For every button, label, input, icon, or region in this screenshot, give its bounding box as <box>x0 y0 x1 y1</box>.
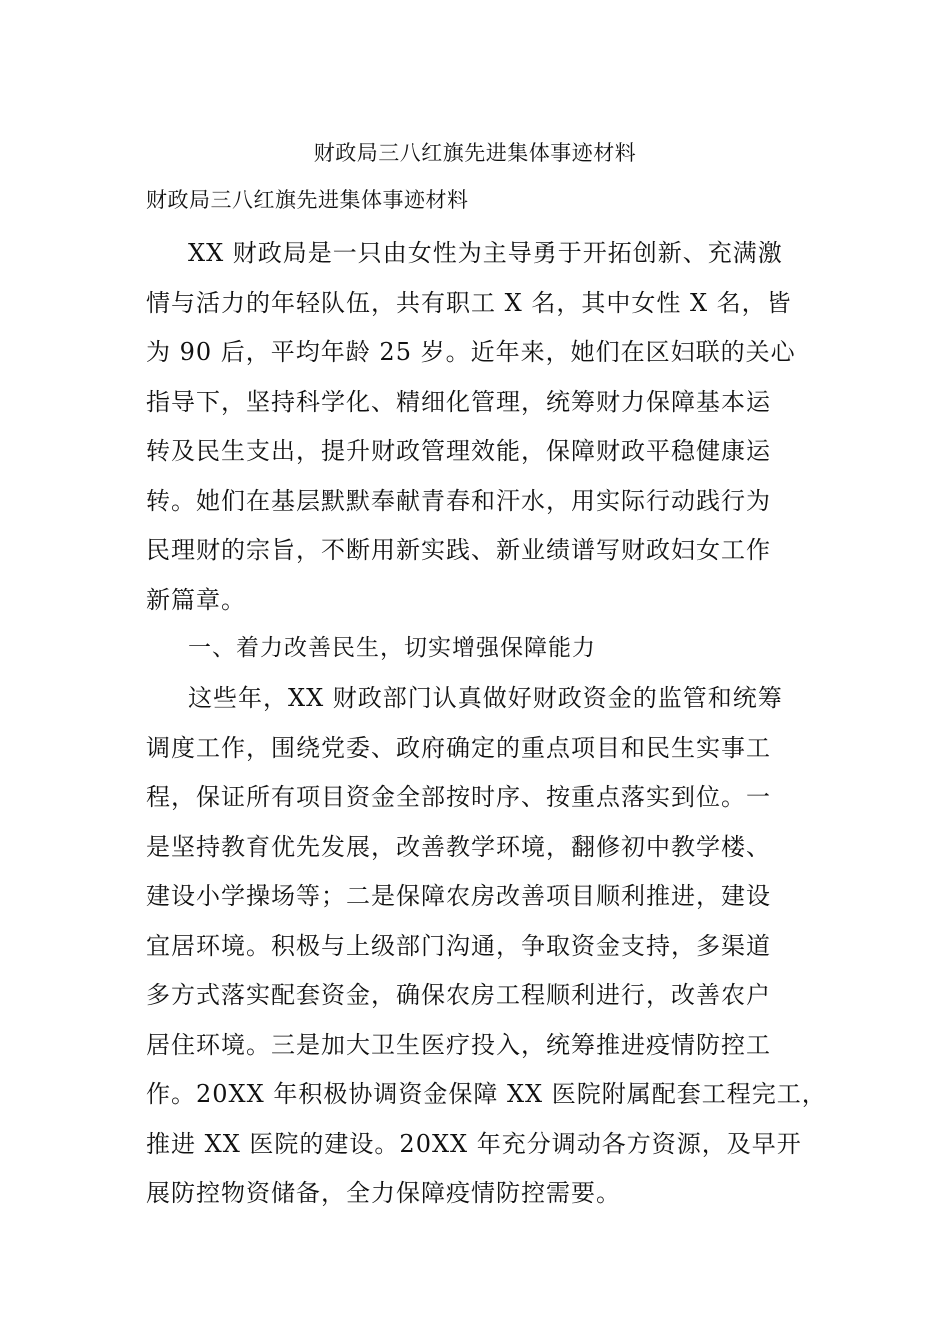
paragraph-line: 居住环境。三是加大卫生医疗投入，统筹推进疫情防控工 <box>146 1030 771 1059</box>
paragraph-line: 作。20XX 年积极协调资金保障 XX 医院附属配套工程完工， <box>146 1080 827 1108</box>
section-heading: 一、着力改善民生，切实增强保障能力 <box>188 635 596 661</box>
document-subtitle: 财政局三八红旗先进集体事迹材料 <box>146 188 469 212</box>
paragraph-line: 民理财的宗旨，不断用新实践、新业绩谱写财政妇女工作 <box>146 536 771 564</box>
paragraph-line: XX 财政局是一只由女性为主导勇于开拓创新、充满激 <box>188 239 783 267</box>
paragraph-line: 宜居环境。积极与上级部门沟通，争取资金支持，多渠道 <box>146 931 771 960</box>
paragraph-line: 建设小学操场等；二是保障农房改善项目顺利推进，建设 <box>146 882 771 910</box>
paragraph-line: 展防控物资储备，全力保障疫情防控需要。 <box>146 1179 621 1207</box>
paragraph-line: 推进 XX 医院的建设。20XX 年充分调动各方资源，及早开 <box>146 1129 802 1158</box>
paragraph-line: 多方式落实配套资金，确保农房工程顺利进行，改善农户 <box>146 981 771 1009</box>
paragraph-line: 转及民生支出，提升财政管理效能，保障财政平稳健康运 <box>146 437 771 465</box>
paragraph-line: 程，保证所有项目资金全部按时序、按重点落实到位。一 <box>146 783 771 811</box>
paragraph-line: 转。她们在基层默默奉献青春和汗水，用实际行动践行为 <box>146 486 771 515</box>
paragraph-line: 是坚持教育优先发展，改善教学环境，翻修初中教学楼、 <box>146 832 771 861</box>
section-heading-block <box>146 624 826 674</box>
paragraph-line: 为 90 后，平均年龄 25 岁。近年来，她们在区妇联的关心 <box>146 338 796 366</box>
paragraph-intro <box>146 229 826 625</box>
paragraph-line: 这些年，XX 财政部门认真做好财政资金的监管和统筹 <box>188 684 783 712</box>
document-title: 财政局三八红旗先进集体事迹材料 <box>313 141 637 165</box>
paragraph-section-one <box>146 674 826 1219</box>
paragraph-line: 新篇章。 <box>146 585 246 614</box>
paragraph-line: 调度工作，围绕党委、政府确定的重点项目和民生实事工 <box>146 733 771 762</box>
paragraph-line: 情与活力的年轻队伍，共有职工 X 名，其中女性 X 名，皆 <box>146 288 792 317</box>
paragraph-line: 指导下，坚持科学化、精细化管理，统筹财力保障基本运 <box>146 387 771 416</box>
